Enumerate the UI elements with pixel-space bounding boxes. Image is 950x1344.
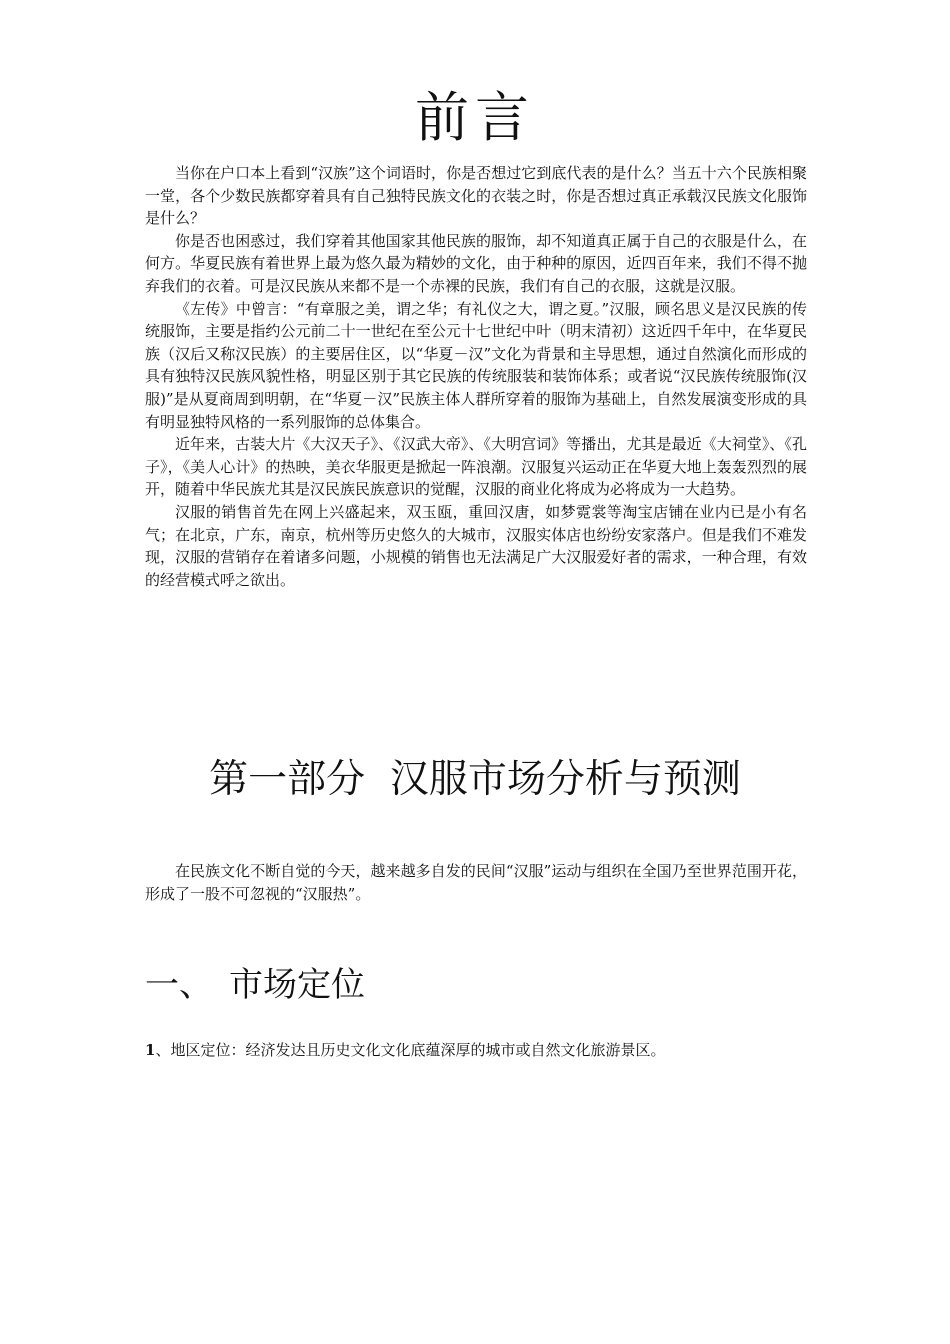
preface-title: 前言 (415, 86, 535, 149)
preface-paragraph-1: 当你在户口本上看到“汉族”这个词语时，你是否想过它到底代表的是什么？当五十六个民族相聚一堂，各个少数民族都穿着具有自己独特民族文化的衣装之时，你是否想过真正承载汉民族文化服饰是什么？ (145, 164, 807, 228)
part-one-title: 第一部分 汉服市场分析与预测 (209, 757, 741, 802)
preface-paragraph-3: 《左传》中曾言：“有章服之美，谓之华；有礼仪之大，谓之夏。”汉服，顾名思义是汉民族的传统服饰，主要是指约公元前二十一世纪在至公元十七世纪中叶（明末清初）这近四千年中，在华夏民族（汉后又称汉民族）的主要居住区，以“华夏－汉”文化为背景和主导思想，通过自然演化而形成的具有独特汉民族风貌性格，明显区别于其它民族的传统服装和装饰体系；或者说“汉民族传统服饰(汉服)”是从夏商周到明朝，在“华夏－汉”民族主体人群所穿着的服饰为基础上，自然发展演变形成的具有明显独特风格的一系列服饰的总体集合。 (145, 299, 807, 431)
preface-paragraph-4: 近年来，古装大片《大汉天子》、《汉武大帝》、《大明宫词》等播出，尤其是最近《大祠堂》、《孔子》，《美人心计》的热映，美衣华服更是掀起一阵浪潮。汉服复兴运动正在华夏大地上轰轰烈烈的展开，随着中华民族尤其是汉民族民族意识的觉醒，汉服的商业化将成为必将成为一大趋势。 (145, 435, 807, 499)
preface-body (145, 162, 807, 591)
preface-paragraph-2: 你是否也困惑过，我们穿着其他国家其他民族的服饰，却不知道真正属于自己的衣服是什么，在何方。华夏民族有着世界上最为悠久最为精妙的文化，由于种种的原因，近四百年来，我们不得不抛弃我们的衣着。可是汉民族从来都不是一个赤裸的民族，我们有自己的衣服，这就是汉服。 (145, 231, 807, 295)
section-one-heading (145, 960, 365, 1010)
section-one-number: 一、 (145, 965, 213, 1005)
list-item-number: 1 (145, 1041, 156, 1059)
list-item-region-positioning (145, 1038, 807, 1062)
part-one-intro (145, 860, 807, 905)
list-item-text: 、地区定位：经济发达且历史文化文化底蕴深厚的城市或自然文化旅游景区。 (155, 1041, 666, 1059)
part-one-intro-paragraph: 在民族文化不断自觉的今天，越来越多自发的民间“汉服”运动与组织在全国乃至世界范围开花，形成了一股不可忽视的“汉服热”。 (145, 862, 807, 903)
section-one-title: 市场定位 (229, 965, 365, 1005)
preface-paragraph-5: 汉服的销售首先在网上兴盛起来，双玉瓯，重回汉唐，如梦霓裳等淘宝店铺在业内已是小有名气；在北京，广东，南京，杭州等历史悠久的大城市，汉服实体店也纷纷安家落户。但是我们不难发现，汉服的营销存在着诸多问题，小规模的销售也无法满足广大汉服爱好者的需求，一种合理，有效的经营模式呼之欲出。 (145, 502, 807, 589)
